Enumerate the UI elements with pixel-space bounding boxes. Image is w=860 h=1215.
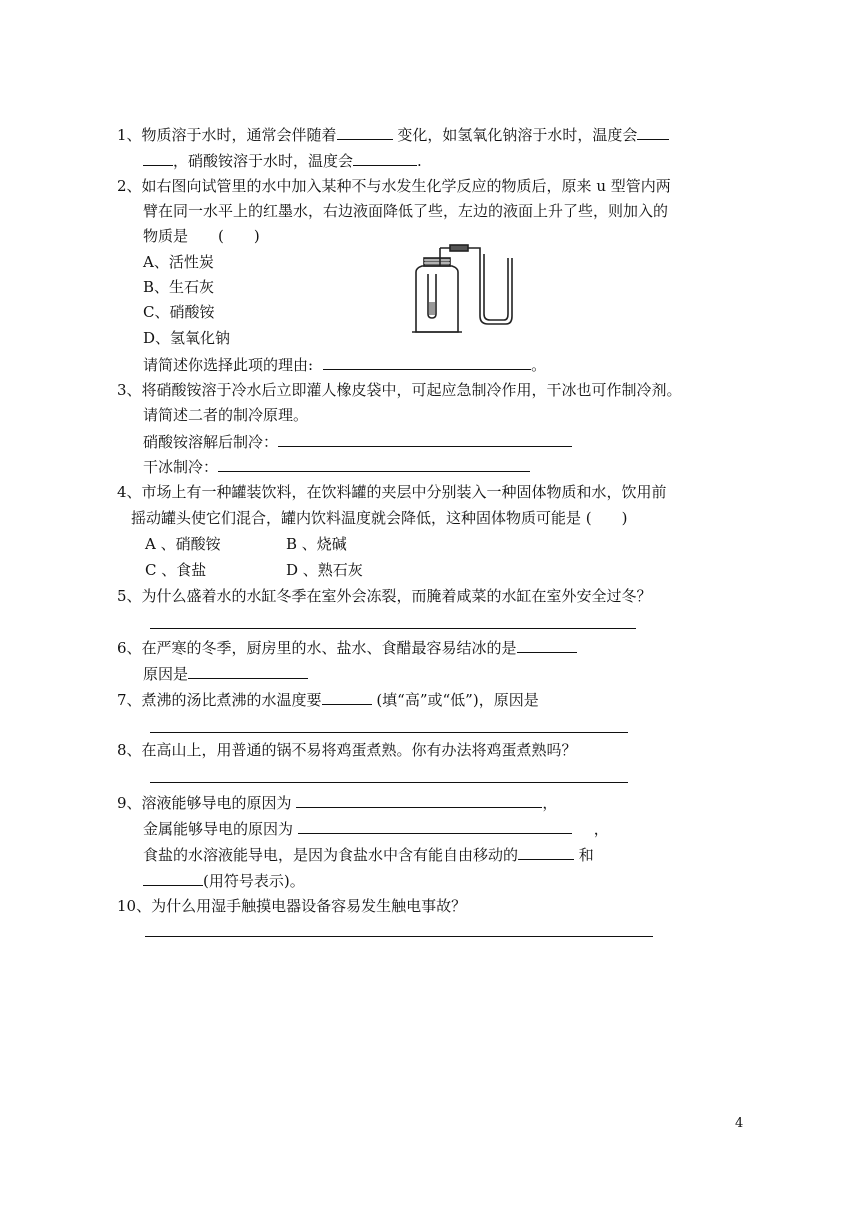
q9-line2 xyxy=(143,818,609,839)
q6-blank-reason[interactable] xyxy=(188,663,308,679)
q4-option-c: C 、食盐 xyxy=(145,561,207,579)
q5-answer-line[interactable] xyxy=(150,628,636,629)
q2-reason-blank[interactable] xyxy=(323,354,531,370)
q6-text: 6、在严寒的冬季，厨房里的水、盐水、食醋最容易结冰的是 xyxy=(117,639,517,657)
q1-blank-change[interactable] xyxy=(337,124,393,140)
q1-text-a: 1、物质溶于水时，通常会伴随着 xyxy=(117,126,337,144)
q6-blank-freeze[interactable] xyxy=(517,637,577,653)
q9-text-1: 9、溶液能够导电的原因为 xyxy=(117,794,297,812)
q6-line1 xyxy=(117,637,577,658)
q9-line1 xyxy=(117,792,557,813)
q10-line1: 10、为什么用湿手触摸电器设备容易发生触电事故？ xyxy=(117,897,467,915)
q9-blank-ion1[interactable] xyxy=(518,844,574,860)
q2-line1: 2、如右图向试管里的水中加入某种不与水发生化学反应的物质后，原来 u 型管内两 xyxy=(117,177,671,195)
page-number: 4 xyxy=(735,1116,744,1131)
q7-text-b: (填“高”或“低”)，原因是 xyxy=(371,691,539,709)
bottle xyxy=(416,266,458,332)
q5-line1: 5、为什么盛着水的水缸冬季在室外会冻裂，而腌着咸菜的水缸在室外安全过冬？ xyxy=(117,587,652,605)
q9-text-1-end: ， xyxy=(542,794,558,812)
q1-text-c: ，硝酸铵溶于水时，温度会 xyxy=(173,152,354,170)
q1-blank-naoh-cont[interactable] xyxy=(143,150,173,166)
q1-text-d: . xyxy=(417,152,422,170)
q6-reason-label: 原因是 xyxy=(143,665,189,683)
stopper xyxy=(424,258,450,266)
q8-line1: 8、在高山上，用普通的锅不易将鸡蛋煮熟。你有办法将鸡蛋煮熟吗？ xyxy=(117,741,577,759)
q7-blank-temp[interactable] xyxy=(322,689,372,705)
q4-option-b: B 、烧碱 xyxy=(286,535,347,553)
q6-line2 xyxy=(143,663,308,684)
q9-blank-solution[interactable] xyxy=(296,792,542,808)
q1-line1 xyxy=(117,124,669,145)
q9-text-2: 金属能够导电的原因为 xyxy=(143,820,298,838)
q1-line2 xyxy=(143,150,422,171)
q10-answer-line[interactable] xyxy=(145,936,653,937)
q2-option-c: C、硝酸铵 xyxy=(143,303,215,321)
q3-label-nh4no3: 硝酸铵溶解后制冷： xyxy=(143,433,279,451)
q9-text-3: 食盐的水溶液能导电，是因为食盐水中含有能自由移动的 xyxy=(143,846,519,864)
q8-answer-line[interactable] xyxy=(150,782,628,783)
q2-line2: 臂在同一水平上的红墨水，右边液面降低了些，左边的液面上升了些，则加入的 xyxy=(143,202,669,220)
q2-reason-label: 请简述你选择此项的理由: xyxy=(143,356,314,374)
q3-label-dryice: 干冰制冷： xyxy=(143,458,219,476)
q9-blank-ion2[interactable] xyxy=(143,870,203,886)
q9-blank-metal[interactable] xyxy=(298,818,572,834)
q9-text-2-end: ， xyxy=(593,820,609,838)
q2-line3: 物质是 ( ) xyxy=(143,227,260,245)
q7-answer-line[interactable] xyxy=(150,732,628,733)
q4-option-a: A 、硝酸铵 xyxy=(145,535,221,553)
q3-line2: 请简述二者的制冷原理。 xyxy=(143,406,309,424)
apparatus-figure xyxy=(408,244,518,336)
q1-text-b: 变化，如氢氧化钠溶于水时，温度会 xyxy=(392,126,638,144)
q2-option-a: A、活性炭 xyxy=(143,253,214,271)
q2-reason-end: 。 xyxy=(531,356,547,374)
q2-option-d: D、氢氧化钠 xyxy=(143,329,231,347)
q9-text-3-end: 和 xyxy=(574,846,594,864)
q3-line4 xyxy=(143,456,530,477)
q4-option-d: D 、熟石灰 xyxy=(286,561,363,579)
q2-option-b: B、生石灰 xyxy=(143,278,215,296)
q9-text-4: (用符号表示)。 xyxy=(203,872,305,890)
q7-text: 7、煮沸的汤比煮沸的水温度要 xyxy=(117,691,322,709)
q4-line2: 摇动罐头使它们混合，罐内饮料温度就会降低，这种固体物质可能是 ( ) xyxy=(131,509,628,527)
q3-line1: 3、将硝酸铵溶于冷水后立即灌人橡皮袋中，可起应急制冷作用，干冰也可作制冷剂。 xyxy=(117,381,682,399)
q2-reason-line xyxy=(143,354,546,375)
q9-line3 xyxy=(143,844,594,865)
rubber-tube xyxy=(450,245,468,251)
q3-line3 xyxy=(143,431,572,452)
q7-line1 xyxy=(117,689,539,710)
q9-line4 xyxy=(143,870,305,891)
q1-blank-naoh[interactable] xyxy=(637,124,669,140)
q3-blank-dryice[interactable] xyxy=(218,456,530,472)
q4-line1: 4、市场上有一种罐装饮料，在饮料罐的夹层中分别装入一种固体物质和水，饮用前 xyxy=(117,483,667,501)
q3-blank-nh4no3[interactable] xyxy=(278,431,572,447)
q1-blank-nh4no3[interactable] xyxy=(353,150,417,166)
